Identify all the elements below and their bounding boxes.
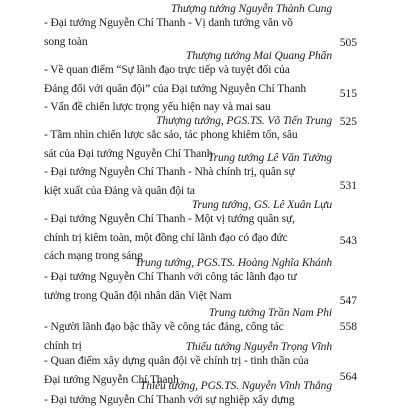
- toc-title-line: tưởng trong Quân đội nhân dân Việt Nam: [44, 289, 232, 302]
- toc-author: Trung tướng Trần Nam Phi: [208, 307, 332, 319]
- toc-page-number: 547: [339, 295, 357, 307]
- toc-title-line: - Về quan điểm “Sự lãnh đạo trực tiếp và tuyệt đối của: [44, 64, 290, 76]
- toc-title-line: - Đại tướng Nguyễn Chí Thanh - Nhà chính trị, quân sự: [44, 166, 295, 178]
- toc-page-number: 564: [339, 371, 357, 383]
- toc-author: Thiếu tướng, PGS.TS. Nguyễn Vĩnh Thắng: [140, 380, 332, 392]
- toc-title-line: song toàn: [44, 35, 88, 48]
- toc-title-line: - Đại tướng Nguyễn Chí Thanh - Vị danh tướng văn võ: [44, 17, 293, 29]
- toc-title-line: - Đại tướng Nguyễn Chí Thanh với sự nghiệp xây dựng: [44, 394, 295, 406]
- toc-title-line: Đại tướng Nguyễn Chí Thanh: [44, 373, 179, 386]
- toc-author: Trung tướng Lê Văn Tưởng: [207, 152, 332, 164]
- toc-title-line: sát của Đại tướng Nguyễn Chí Thanh: [44, 147, 213, 160]
- toc-page-number: 515: [339, 88, 357, 100]
- toc-title: [44, 391, 334, 410]
- toc-title: [44, 268, 334, 305]
- toc-title-line: chính trị: [44, 339, 82, 352]
- toc-author: Trung tướng, PGS.TS. Hoàng Nghĩa Khánh: [134, 257, 332, 269]
- toc-title-line: - Tầm nhìn chiến lược sắc sảo, tác phong khiêm tốn, sâu: [44, 129, 298, 141]
- toc-page-number: 525: [339, 116, 357, 128]
- toc-title-line: Đảng đối với quân đội” của Đại tướng Nguyễn Chí Thanh: [44, 82, 307, 95]
- toc-title: [44, 61, 334, 117]
- toc-author: Thượng tướng Mai Quang Phấn: [185, 50, 332, 62]
- toc-title-line: - Vấn đề chiến lược trọng yếu hiện nay và mai sau: [44, 101, 271, 114]
- toc-title-line: chính trị kiêm toàn, một đồng chí lãnh đạo có đạo đức: [44, 231, 288, 244]
- toc-page-number: 531: [339, 180, 357, 192]
- toc-title-line: - Đại tướng Nguyễn Chí Thanh - Một vị tướng quân sự,: [44, 213, 295, 225]
- toc-title-line: - Đại tướng Nguyễn Chí Thanh với công tác lãnh đạo tư: [44, 271, 297, 283]
- toc-author: Thiếu tướng Nguyễn Trọng Vĩnh: [185, 341, 332, 353]
- toc-title-line: - Quan điểm xây dựng quân đội về chính trị - tinh thần của: [44, 355, 309, 367]
- toc-page-number: 505: [339, 37, 357, 49]
- toc-author: Thượng tướng Nguyễn Thành Cung: [170, 3, 332, 15]
- toc-author: Thượng tướng, PGS.TS. Võ Tiến Trung: [156, 115, 332, 127]
- toc-title: [44, 163, 334, 200]
- toc-title: [44, 14, 334, 51]
- toc-author: Trung tướng, GS. Lê Xuân Lựu: [191, 199, 332, 211]
- toc-title-line: - Người lãnh đạo bậc thầy về công tác đảng, công tác: [44, 321, 284, 333]
- toc-title-line: kiệt xuất của Đảng và quân đội ta: [44, 184, 195, 197]
- toc-page-number: 543: [339, 235, 357, 247]
- toc-title-line: cách mạng trong sáng: [44, 250, 143, 263]
- toc-page-number: 558: [339, 321, 357, 333]
